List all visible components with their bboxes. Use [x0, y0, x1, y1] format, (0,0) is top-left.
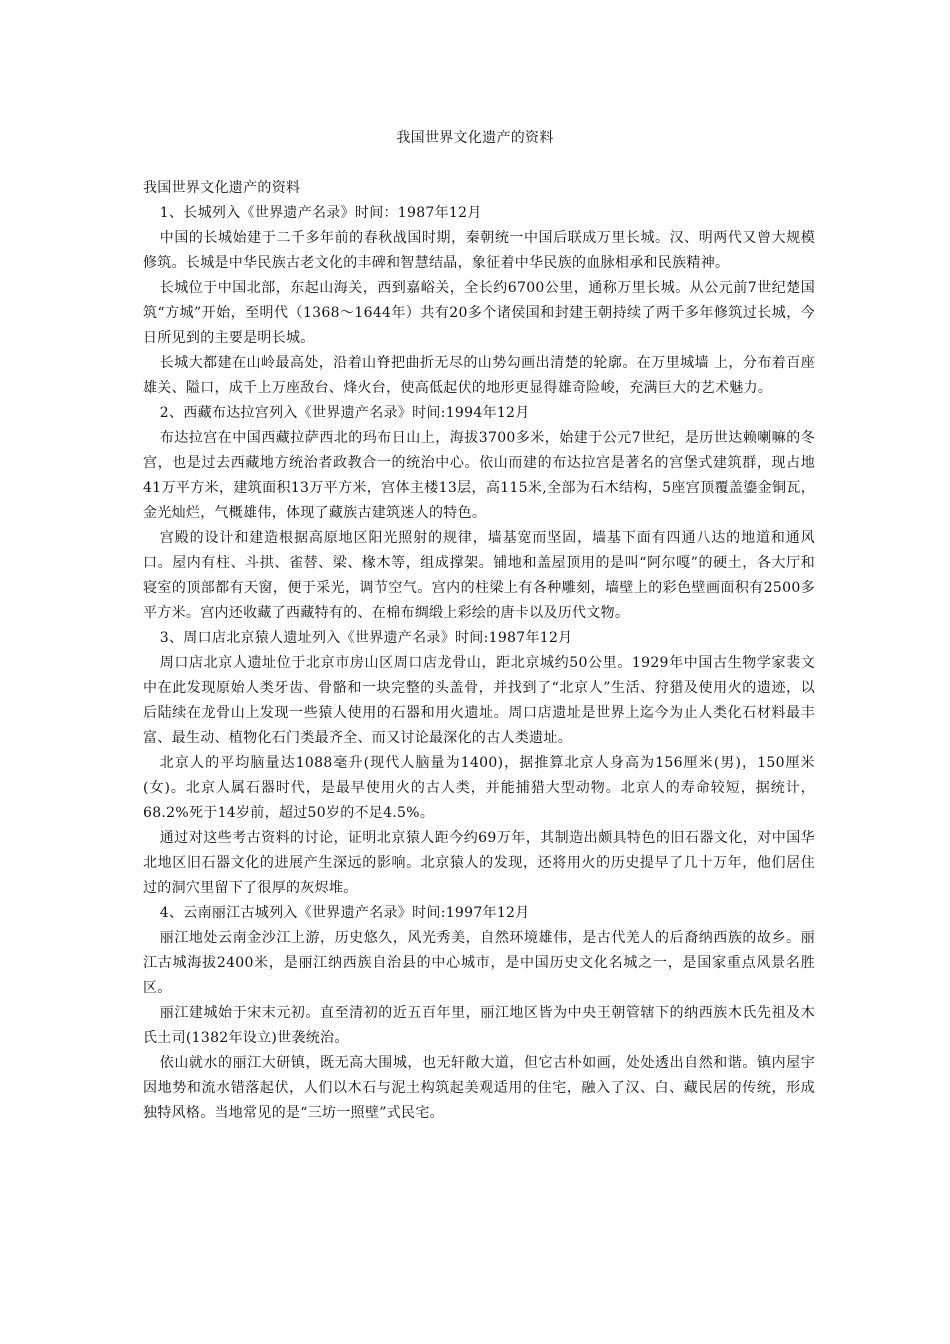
paragraph: 周口店北京人遗址位于北京市房山区周口店龙骨山，距北京城约50公里。1929年中国古生物学家裴文中在此发现原始人类牙齿、骨骼和一块完整的头盖骨，并找到了“北京人”生活、狩猎及使用火的遗迹，以后陆续在龙骨山上发现一些猿人使用的石器和用火遗址。周口店遗址是世界上迄今为止人类化石材料最丰富、最生动、植物化石门类最齐全、而又讨论最深化的古人类遗址。	[143, 655, 815, 746]
paragraph: 长城位于中国北部，东起山海关，西到嘉峪关，全长约6700公里，通称万里长城。从公元前7世纪楚国筑“方城”开始，至明代（1368～1644年）共有20多个诸侯国和封建王朝持续了两千多年修筑过长城，今日所见到的主要是明长城。	[143, 280, 815, 346]
paragraph: 布达拉宫在中国西藏拉萨西北的玛布日山上，海拔3700多米，始建于公元7世纪，是历世达赖喇嘛的冬宫，也是过去西藏地方统治者政教合一的统治中心。依山而建的布达拉宫是著名的宫堡式建筑群，现占地41万平方米，建筑面积13万平方米，宫体主楼13层，高115米,全部为石木结构，5座宫顶覆盖鎏金铜瓦，金光灿烂，气概雄伟，体现了藏族古建筑迷人的特色。	[143, 430, 815, 521]
paragraph: 北京人的平均脑量达1088毫升(现代人脑量为1400)，据推算北京人身高为156厘米(男)，150厘米(女)。北京人属石器时代，是最早使用火的古人类，并能捕猎大型动物。北京人的寿命较短，据统计，68.2%死于14岁前，超过50岁的不足4.5%。	[143, 755, 815, 821]
document-subtitle: 我国世界文化遗产的资料	[143, 180, 301, 196]
paragraph: 中国的长城始建于二千多年前的春秋战国时期，秦朝统一中国后联成万里长城。汉、明两代又曾大规模修筑。长城是中华民族古老文化的丰碑和智慧结晶，象征着中华民族的血脉相承和民族精神。	[143, 230, 815, 271]
paragraph: 长城大都建在山岭最高处，沿着山脊把曲折无尽的山势勾画出清楚的轮廓。在万里城墙 上，分布着百座雄关、隘口，成千上万座敌台、烽火台，使高低起伏的地形更显得雄奇险峻，充满巨大的艺术魅力。	[143, 355, 815, 396]
paragraph: 依山就水的丽江大研镇，既无高大围城，也无轩敞大道，但它古朴如画，处处透出自然和谐。镇内屋宇因地势和流水错落起伏，人们以木石与泥土构筑起美观适用的住宅，融入了汉、白、藏民居的传统，形成独特风格。当地常见的是“三坊一照壁”式民宅。	[143, 1055, 815, 1121]
document-body	[143, 176, 815, 1126]
paragraph: 通过对这些考古资料的讨论，证明北京猿人距今约69万年，其制造出颇具特色的旧石器文化，对中国华北地区旧石器文化的进展产生深远的影响。北京猿人的发现，还将用火的历史提早了几十万年，他们居住过的洞穴里留下了很厚的灰烬堆。	[143, 830, 815, 896]
section-heading-great-wall: 1、长城列入《世界遗产名录》时间：1987年12月	[159, 205, 482, 221]
paragraph: 宫殿的设计和建造根据高原地区阳光照射的规律，墙基宽而坚固，墙基下面有四通八达的地道和通风口。屋内有柱、斗拱、雀替、梁、椽木等，组成撑架。铺地和盖屋顶用的是叫“阿尔嘎”的硬土，各大厅和寝室的顶部都有天窗，便于采光，调节空气。宫内的柱梁上有各种雕刻，墙壁上的彩色壁画面积有2500多平方米。宫内还收藏了西藏特有的、在棉布绸缎上彩绘的唐卡以及历代文物。	[143, 530, 815, 621]
paragraph: 丽江地处云南金沙江上游，历史悠久，风光秀美，自然环境雄伟，是古代羌人的后裔纳西族的故乡。丽江古城海拔2400米，是丽江纳西族自治县的中心城市，是中国历史文化名城之一，是国家重点风景名胜区。	[143, 930, 815, 996]
section-heading-lijiang: 4、云南丽江古城列入《世界遗产名录》时间:1997年12月	[159, 905, 530, 921]
document-title: 我国世界文化遗产的资料	[396, 130, 554, 146]
paragraph: 丽江建城始于宋末元初。直至清初的近五百年里，丽江地区皆为中央王朝管辖下的纳西族木氏先祖及木氏土司(1382年设立)世袭统治。	[143, 1005, 815, 1046]
section-heading-potala-palace: 2、西藏布达拉宫列入《世界遗产名录》时间:1994年12月	[159, 405, 530, 421]
section-heading-zhoukoudian: 3、周口店北京猿人遗址列入《世界遗产名录》时间:1987年12月	[159, 630, 573, 646]
